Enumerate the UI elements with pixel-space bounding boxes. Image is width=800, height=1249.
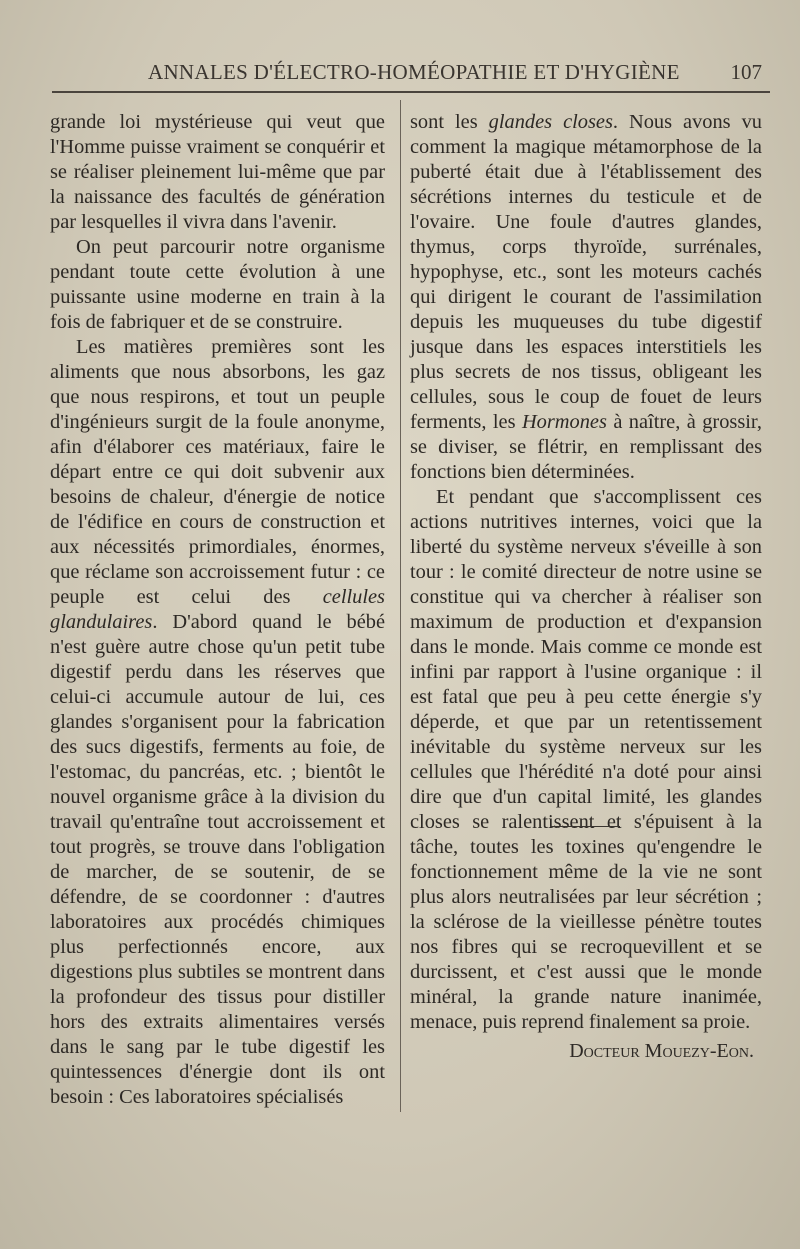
emphasis-text: cellules glandulaires [50, 586, 385, 633]
emphasis-text: Hormones [521, 411, 607, 433]
column-divider [400, 100, 401, 1112]
right-column [410, 110, 762, 1064]
header-rule [52, 91, 770, 93]
page-number: 107 [730, 60, 762, 84]
running-header [40, 58, 770, 90]
author-signature: Docteur Mouezy-Eon. [569, 1040, 754, 1062]
paragraph: Et pendant que s'accomplissent ces actions nutritives internes, voici que la liberté du système nerveux s'éveille à son tour : le comité directeur de notre usine se constitue qui va chercher à réaliser son maximum de production et d'expansion dans le monde. Mais comme ce monde est infini par rapport à l'usine organique : il est fatal que peu à peu cette énergie s'y déperde, et que par un retentissement inévitable du système nerveux sur les cellules que l'hérédité n'a doté pour ainsi dire que d'un capital limité, les glandes closes se ralentissent et s'épuisent à la tâche, toutes les toxines qu'engendre le fonctionnement même de la vie ne sont plus alors neutralisées par leur sécrétion ; la sclérose de la vieillesse pénètre toutes nos fibres qui se recroquevillent et se durcissent, et c'est aussi que le monde minéral, la grande nature inanimée, menace, puis reprend finalement sa proie. [410, 486, 762, 1033]
emphasis-text: glandes closes [488, 111, 613, 133]
paragraph-text: à naître, à grossir, se diviser, se flétrir, en remplissant des fonctions bien déterminées. [410, 411, 763, 483]
paragraph-text: Les matières premières sont les aliments que nous absorbons, les gaz que nous respirons, et tout un peuple d'ingénieurs surgit de la foule anonyme, afin d'élaborer ces matériaux, faire le départ entre ce qui doit subvenir aux besoins de chaleur, d'énergie de notice de l'édifice en cours de construction et aux nécessités primordiales, énormes, que réclame son accroissement futur : ce peuple est celui des [50, 336, 385, 608]
paragraph [50, 335, 385, 1110]
left-column [50, 110, 385, 1110]
paragraph: On peut parcourir notre organisme pendant toute cette évolution à une puissante usine moderne en train à la fois de fabriquer et de se construire. [50, 236, 385, 333]
paragraph: grande loi mystérieuse qui veut que l'Homme puisse vraiment se conquérir et se réaliser pleinement lui-même que par la naissance des facultés de génération par lesquelles il vivra dans l'avenir. [50, 111, 385, 233]
paragraph-text: . Nous avons vu comment la magique métamorphose de la puberté était due à l'établissement des sécrétions internes du testicule et de l'ovaire. Une foule d'autres glandes, thymus, corps thyroïde, surrénales, hypophyse, etc., sont les moteurs cachés qui dirigent le courant de l'assimilation depuis les muqueuses du tube digestif jusque dans les espaces interstitiels les plus secrets de nos tissus, obligeant les cellules, sous le coup de fouet de leurs ferments, les [410, 111, 762, 433]
paragraph-text: . D'abord quand le bébé n'est guère autre chose qu'un petit tube digestif perdu dans les réserves que celui-ci accumule autour de lui, ces glandes s'organisent pour la fabrication des sucs digestifs, ferments au foie, de l'estomac, du pancréas, etc. ; bientôt le nouvel organisme grâce à la division du travail qu'entraîne tout accroissement et tout progrès, se trouve dans l'obligation de marcher, de se soutenir, de se défendre, de se coordonner : d'autres laboratoires aux procédés chimiques plus perfectionnés encore, aux digestions plus subtiles se montrent dans la profondeur des tissus pour distiller hors des extraits alimentaires versés dans le sang par le tube digestif les quintessences d'énergie dont ils ont besoin : Ces laboratoires spécialisés [50, 611, 385, 1108]
paragraph [410, 110, 762, 485]
end-rule [550, 826, 620, 827]
paragraph-text: sont les [410, 111, 489, 133]
journal-title: ANNALES D'ÉLECTRO-HOMÉOPATHIE ET D'HYGIÈNE [148, 60, 680, 84]
